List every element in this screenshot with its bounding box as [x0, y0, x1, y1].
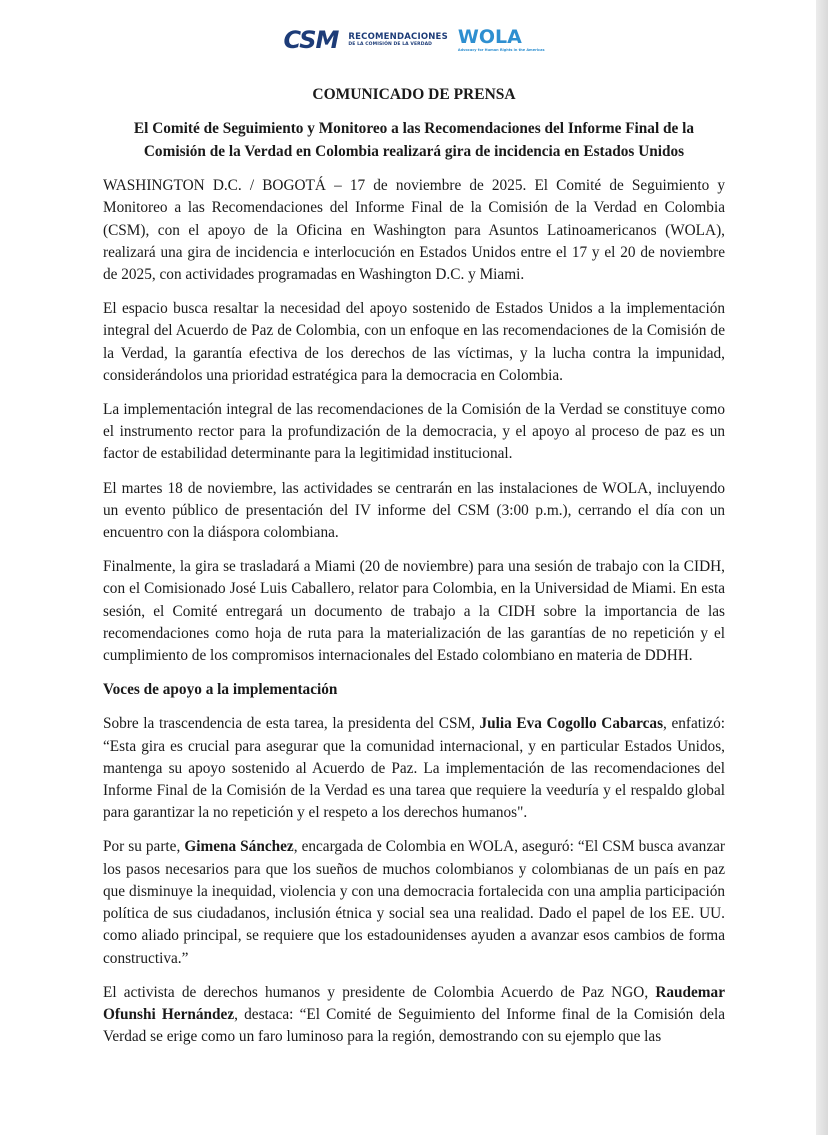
paragraph-miami: Finalmente, la gira se trasladará a Miami (20 de noviembre) para una sesión de trabajo con la CIDH, con el Comisionado José Luis Caballero, relator para Colombia, en la Universidad de Miami. En esta sesión, el Comité entregará un documento de trabajo a la CIDH sobre la importancia de las recomendaciones como hoja de ruta para la materialización de las garantías de no repetición y el cumplimiento de los compromisos internacionales del Estado colombiano en materia de DDHH. [103, 558, 725, 665]
recomendaciones-logo-line2: DE LA COMISIÓN DE LA VERDAD [348, 42, 433, 47]
wola-logo [457, 25, 545, 53]
paragraph-objective: El espacio busca resaltar la necesidad del apoyo sostenido de Estados Unidos a la implementación integral del Acuerdo de Paz de Colombia, con un enfoque en las recomendaciones de la Comisión de la Verdad, la garantía efectiva de los derechos de las víctimas, y la lucha contra la impunidad, considerándolos una prioridad estratégica para la democracia en Colombia. [103, 300, 725, 384]
wola-logo-tagline: Advocacy for Human Rights in the Americas [457, 47, 545, 52]
page-title: COMUNICADO DE PRENSA [312, 86, 516, 103]
person-name: Gimena Sánchez [184, 838, 294, 856]
recomendaciones-logo [348, 33, 448, 48]
csm-logo: CSM [283, 26, 339, 54]
paragraph-quote-sanchez [103, 836, 725, 969]
person-name: Raudemar Ofunshi Hernández [103, 983, 725, 1023]
person-name: Julia Eva Cogollo Cabarcas [479, 715, 664, 733]
paragraph-quote-cogollo [103, 713, 725, 824]
text-segment: , destaca: “El Comité de Seguimiento del Informe final de la Comisión dela Verdad se erige como un faro luminoso para la región, demostrando con su ejemplo que las [103, 1005, 725, 1046]
section-heading: Voces de apoyo a la implementación [103, 681, 338, 699]
text-segment: Sobre la trascendencia de esta tarea, la presidenta del CSM, [103, 715, 480, 733]
text-segment: , encargada de Colombia en WOLA, aseguró: “El CSM busca avanzar los pasos necesarios para que los sueños de muchos colombianos y colombianas de un país en paz que disminuye la inequidad, violencia y con una democracia fortalecida con una amplia participación política de sus ciudadanos, inclusión étnica y social sea una realidad. Dado el papel de los EE. UU. como aliado principal, se requiere que los estadounidenses ayuden a avanzar esos cambios de forma constructiva.” [103, 838, 725, 967]
paragraph-implementation: La implementación integral de las recomendaciones de la Comisión de la Verdad se constituye como el instrumento rector para la profundización de la democracia, y el apoyo al proceso de paz es un factor de estabilidad determinante para la legitimidad institucional. [103, 401, 725, 463]
paragraph-dateline: WASHINGTON D.C. / BOGOTÁ – 17 de noviembre de 2025. El Comité de Seguimiento y Monitoreo a las Recomendaciones del Informe Final de la Comisión de la Verdad en Colombia (CSM), con el apoyo de la Oficina en Washington para Asuntos Latinoamericanos (WOLA), realizará una gira de incidencia e interlocución en Estados Unidos entre el 17 y el 20 de noviembre de 2025, con actividades programadas en Washington D.C. y Miami. [103, 177, 725, 284]
press-release-body [103, 84, 725, 1060]
text-segment: El activista de derechos humanos y presidente de Colombia Acuerdo de Paz NGO, [103, 983, 656, 1001]
text-segment: Por su parte, [103, 838, 185, 856]
text-segment: , enfatizó: “Esta gira es crucial para asegurar que la comunidad internacional, y en particular Estados Unidos, mantenga su apoyo sostenido al Acuerdo de Paz. La implementación de las recomendaciones del Informe Final de la Comisión de la Verdad es una tarea que requiere la veeduría y el respaldo global para garantizar la no repetición y el respeto a los derechos humanos". [103, 715, 725, 822]
logo-header [0, 24, 828, 56]
headline-line1: El Comité de Seguimiento y Monitoreo a las Recomendaciones del Informe Final de la [133, 120, 695, 138]
wola-logo-text: WOLA [457, 25, 522, 48]
headline [103, 118, 725, 163]
paragraph-quote-hernandez [103, 982, 725, 1049]
page-edge-shadow [816, 0, 828, 1135]
paragraph-wola-event: El martes 18 de noviembre, las actividades se centrarán en las instalaciones de WOLA, incluyendo un evento público de presentación del IV informe del CSM (3:00 p.m.), cerrando el día con un encuentro con la diáspora colombiana. [103, 479, 725, 542]
recomendaciones-logo-line1: RECOMENDACIONES [348, 31, 448, 42]
headline-line2: Comisión de la Verdad en Colombia realizará gira de incidencia en Estados Unidos [143, 142, 685, 160]
